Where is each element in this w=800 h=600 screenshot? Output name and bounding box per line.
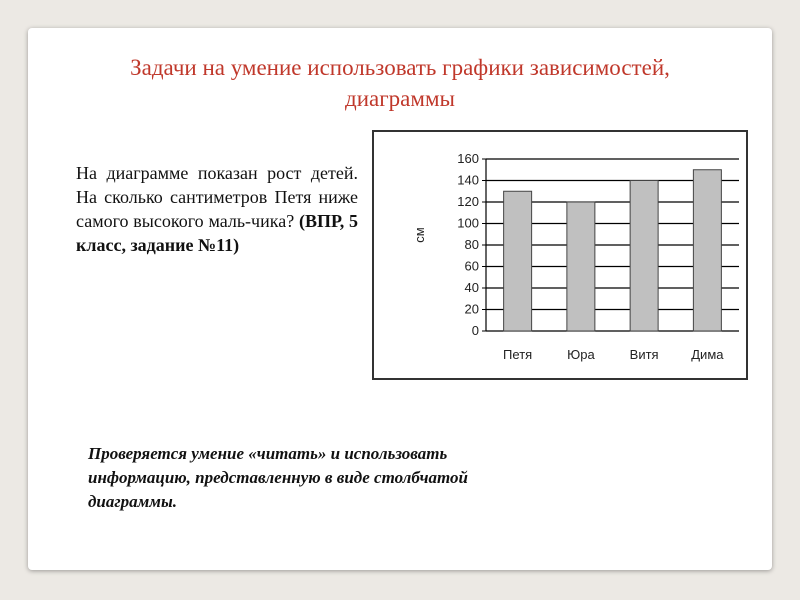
- y-tick-label: 160: [457, 151, 479, 166]
- category-label: Юра: [567, 347, 595, 362]
- y-tick-label: 120: [457, 194, 479, 209]
- title-line-1: Задачи на умение использовать графики зависимостей,: [130, 55, 670, 80]
- bar-chart: [372, 130, 748, 380]
- category-label: Петя: [503, 347, 533, 362]
- bar-3: [630, 181, 658, 332]
- y-tick-label: 20: [464, 301, 479, 317]
- note-line-3: диаграммы.: [88, 492, 178, 511]
- slide-title: [28, 52, 772, 114]
- y-tick-label: 100: [457, 215, 479, 231]
- y-tick-label: 40: [464, 280, 479, 295]
- category-label: Витя: [629, 347, 659, 362]
- skill-note: [88, 442, 648, 514]
- question-body: На диаграмме показан рост детей. На сколько сантиметров Петя ниже самого высокого маль-чика?: [76, 163, 358, 231]
- y-tick-label: 0: [471, 323, 479, 338]
- note-line-2: информацию, представленную в виде столбчатой: [88, 468, 469, 487]
- y-tick-label: 80: [464, 237, 479, 252]
- y-axis-title: см: [412, 227, 427, 243]
- bar-2: [567, 202, 595, 331]
- question-text: [76, 161, 358, 257]
- title-line-2: диаграммы: [345, 86, 455, 111]
- note-line-1: Проверяется умение «читать» и использовать: [88, 444, 448, 463]
- bar-4: [693, 170, 721, 331]
- y-tick-label: 140: [457, 172, 479, 188]
- slide: [28, 28, 772, 570]
- chart-svg: [374, 132, 746, 378]
- question-source: (ВПР, 5 класс, задание №11): [76, 211, 358, 255]
- bar-1: [504, 191, 532, 331]
- category-label: Дима: [691, 347, 724, 362]
- y-tick-label: 60: [464, 258, 479, 274]
